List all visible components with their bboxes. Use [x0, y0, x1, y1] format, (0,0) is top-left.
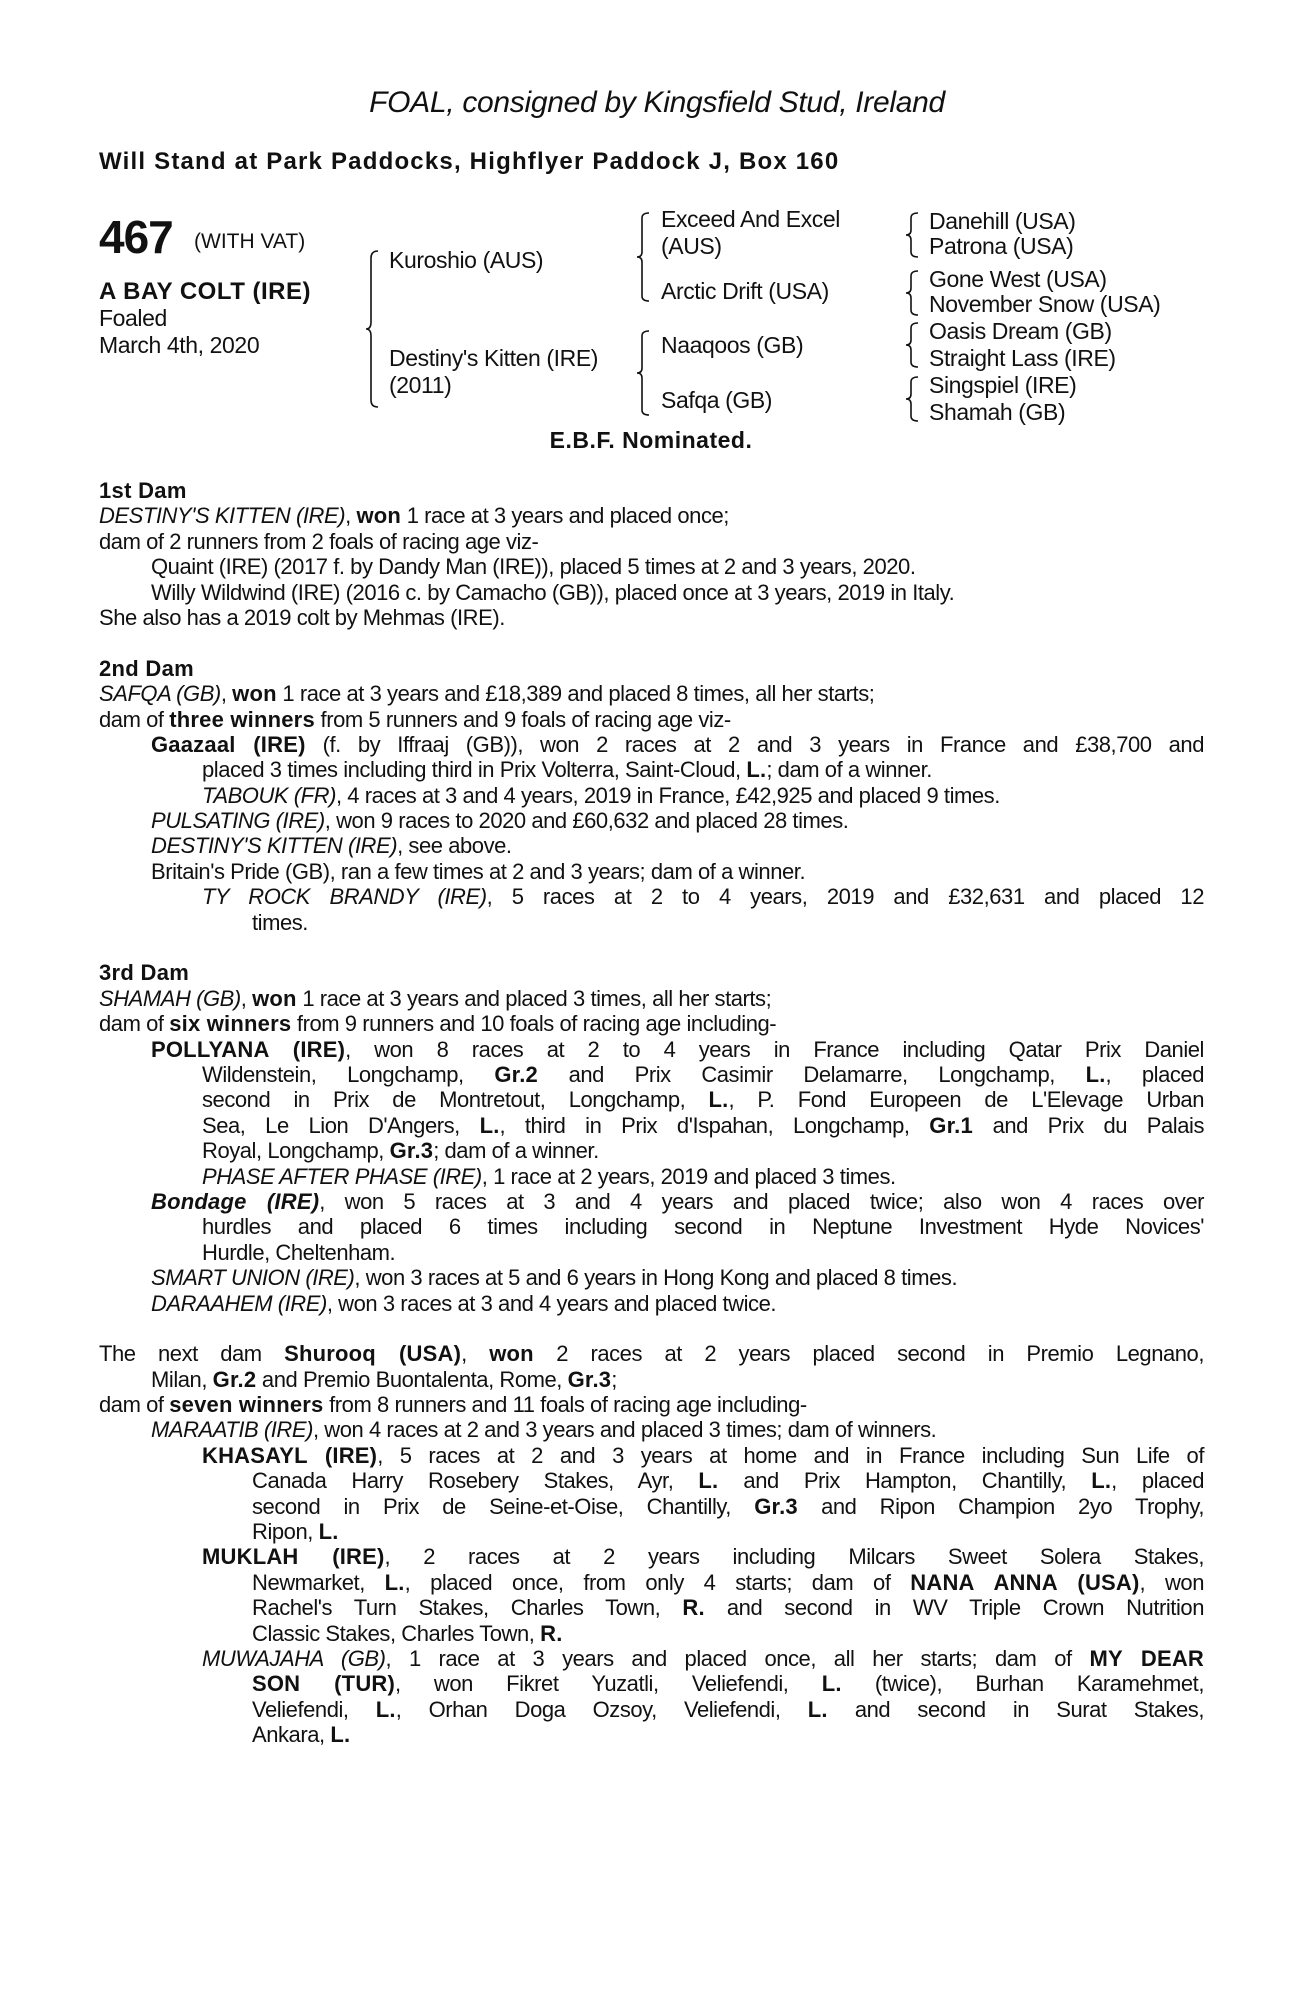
bold-text: Gr.2 — [494, 1061, 538, 1087]
record-text: Newmarket, — [252, 1569, 385, 1595]
record-line — [99, 1113, 1204, 1138]
record-text: , won 8 races at 2 to 4 years in France including Qatar Prix Daniel — [345, 1036, 1204, 1062]
record-text: dam of — [99, 1011, 170, 1037]
record-text: hurdles and placed 6 times including second in Neptune Investment Hyde Novices' — [202, 1214, 1204, 1240]
record-text: , 1 race at 2 years, 2019 and placed 3 times. — [481, 1163, 896, 1189]
record-line — [99, 1671, 1204, 1696]
horse-name: SAFQA (GB) — [99, 681, 221, 707]
lot-description: A BAY COLT (IRE) — [99, 278, 312, 305]
pedigree-sire-dam: Arctic Drift (USA) — [661, 278, 829, 304]
horse-name: DESTINY'S KITTEN (IRE) — [151, 833, 398, 859]
bold-text: Gr.3 — [754, 1493, 798, 1519]
record-text: Rachel's Turn Stakes, Charles Town, — [252, 1595, 683, 1621]
pedigree-brace-sire — [637, 212, 651, 302]
record-text: second in Prix de Seine-et-Oise, Chantilly, — [252, 1493, 755, 1519]
record-line — [99, 1570, 1204, 1595]
record-text: 2 races at 2 years placed second in Premio Legnano, — [533, 1341, 1204, 1367]
bold-text: MY DEAR — [1089, 1645, 1205, 1671]
record-text: , — [240, 985, 253, 1011]
stabling-location: Will Stand at Park Paddocks, Highflyer Paddock J, Box 160 — [99, 148, 840, 175]
pedigree-dam-dam: Safqa (GB) — [661, 387, 773, 413]
pedigree-brace-sd — [906, 270, 920, 316]
record-text: Classic Stakes, Charles Town, — [252, 1620, 541, 1646]
bold-text: Shurooq (USA) — [284, 1341, 462, 1367]
bold-text: L. — [708, 1087, 729, 1113]
record-line — [99, 1037, 1204, 1062]
bold-text: Gaazaal (IRE) — [151, 731, 306, 757]
record-line — [99, 1011, 1204, 1036]
record-text: , P. Fond Europeen de L'Elevage Urban — [728, 1087, 1204, 1113]
record-line — [99, 884, 1204, 909]
record-line — [99, 478, 1204, 503]
horse-name: PULSATING (IRE) — [151, 808, 325, 834]
record-text: , 1 race at 3 years and placed once, all her starts; dam of — [385, 1645, 1090, 1671]
record-text: and second in Surat Stakes, — [827, 1696, 1204, 1722]
pedigree-dsd: Straight Lass (IRE) — [929, 345, 1116, 371]
record-text: , won 9 races to 2020 and £60,632 and placed 28 times. — [324, 808, 849, 834]
bold-text: L. — [698, 1468, 719, 1494]
bold-text: won — [356, 503, 402, 529]
bold-text: L. — [384, 1569, 405, 1595]
pedigree-brace-dd — [906, 376, 920, 422]
blank-line — [99, 935, 1204, 960]
blank-line — [99, 1316, 1204, 1341]
record-text: Veliefendi, — [252, 1696, 376, 1722]
record-text: Canada Harry Rosebery Stakes, Ayr, — [252, 1468, 699, 1494]
record-text: , 5 races at 2 and 3 years at home and in France including Sun Life of — [377, 1442, 1204, 1468]
horse-name: MUWAJAHA (GB) — [202, 1645, 386, 1671]
pedigree-dds: Singspiel (IRE) — [929, 372, 1077, 398]
section-heading: 2nd Dam — [99, 655, 195, 681]
section-heading: 3rd Dam — [99, 960, 190, 986]
record-text: , won — [1139, 1569, 1204, 1595]
record-text: Milan, — [151, 1366, 213, 1392]
record-line — [99, 1468, 1204, 1493]
record-line — [99, 1621, 1204, 1646]
record-line — [99, 1367, 1204, 1392]
pedigree-sire-sire-country: (AUS) — [661, 233, 722, 259]
pedigree-dam-year: (2011) — [389, 372, 452, 398]
record-text: , won 3 races at 5 and 6 years in Hong Kong and placed 8 times. — [354, 1265, 958, 1291]
record-line — [99, 1417, 1204, 1442]
record-line — [99, 1697, 1204, 1722]
record-text: and Prix Casimir Delamarre, Longchamp, — [537, 1061, 1086, 1087]
record-text: ; — [611, 1366, 617, 1392]
horse-name: DARAAHEM (IRE) — [151, 1290, 327, 1316]
record-line — [99, 1494, 1204, 1519]
bold-text: won — [252, 985, 297, 1011]
record-text: The next dam — [99, 1341, 285, 1367]
pedigree-sss: Danehill (USA) — [929, 208, 1076, 234]
record-text: , placed — [1105, 1061, 1204, 1087]
record-text: 1 race at 3 years and £18,389 and placed 8 times, all her starts; — [276, 681, 875, 707]
bold-text: L. — [746, 757, 767, 783]
record-text: 1 race at 3 years and placed once; — [401, 503, 729, 529]
record-text: from 8 runners and 11 foals of racing age including- — [323, 1392, 807, 1418]
record-text: and Prix Hampton, Chantilly, — [718, 1468, 1092, 1494]
pedigree-brace-ss — [906, 212, 920, 258]
bold-text: KHASAYL (IRE) — [202, 1442, 378, 1468]
bold-text: won — [489, 1341, 534, 1367]
record-text: from 5 runners and 9 foals of racing age viz- — [314, 706, 731, 732]
record-text: and Premio Buontalenta, Rome, — [256, 1366, 568, 1392]
record-line — [99, 554, 1204, 579]
record-line — [99, 808, 1204, 833]
horse-name: PHASE AFTER PHASE (IRE) — [202, 1163, 482, 1189]
record-text: , placed once, from only 4 starts; dam of — [404, 1569, 911, 1595]
pedigree-sire: Kuroshio (AUS) — [389, 247, 544, 273]
produce-record — [99, 478, 1204, 1748]
record-line — [99, 833, 1204, 858]
record-line — [99, 1087, 1204, 1112]
pedigree-ssd: Patrona (USA) — [929, 233, 1074, 259]
horse-name: MARAATIB (IRE) — [151, 1417, 313, 1443]
section-heading: 1st Dam — [99, 478, 187, 503]
lot-number: 467 — [99, 211, 173, 263]
record-line — [99, 1291, 1204, 1316]
pedigree-ddd: Shamah (GB) — [929, 399, 1066, 425]
record-line — [99, 681, 1204, 706]
bold-text: seven winners — [169, 1392, 324, 1418]
record-line — [99, 529, 1204, 554]
record-line — [99, 1443, 1204, 1468]
record-line — [99, 1722, 1204, 1747]
horse-name: SMART UNION (IRE) — [151, 1265, 355, 1291]
bold-text: three winners — [169, 706, 315, 732]
record-line — [99, 1646, 1204, 1671]
record-text: , Orhan Doga Ozsoy, Veliefendi, — [395, 1696, 808, 1722]
record-line — [99, 1189, 1204, 1214]
record-text: dam of — [99, 706, 170, 732]
record-line — [99, 1544, 1204, 1569]
catalogue-title: FOAL, consigned by Kingsfield Stud, Ireland — [369, 86, 945, 119]
pedigree-sire-sire: Exceed And Excel — [661, 206, 840, 232]
pedigree-brace-main — [366, 250, 380, 408]
bold-text: won — [232, 681, 277, 707]
record-text: ; dam of a winner. — [766, 757, 932, 783]
record-text: Wildenstein, Longchamp, — [202, 1061, 495, 1087]
bold-text: Gr.2 — [212, 1366, 257, 1392]
bold-text: Gr.1 — [929, 1112, 973, 1138]
bold-text: L. — [479, 1112, 500, 1138]
bold-text: Gr.3 — [389, 1138, 434, 1164]
record-text: Ripon, — [252, 1519, 319, 1545]
record-line — [99, 656, 1204, 681]
record-line — [99, 1265, 1204, 1290]
bold-text: L. — [375, 1696, 396, 1722]
bold-text: L. — [330, 1722, 351, 1748]
pedigree-sds: Gone West (USA) — [929, 266, 1107, 292]
record-text: dam of — [99, 1392, 170, 1418]
record-text: dam of 2 runners from 2 foals of racing age viz- — [99, 528, 539, 554]
record-line — [99, 1341, 1204, 1366]
record-text: , won Fikret Yuzatli, Veliefendi, — [395, 1671, 822, 1697]
record-line — [99, 503, 1204, 528]
record-text: Quaint (IRE) (2017 f. by Dandy Man (IRE)), placed 5 times at 2 and 3 years, 2020. — [151, 554, 916, 580]
bold-text: R. — [540, 1620, 563, 1646]
record-text: Royal, Longchamp, — [202, 1138, 390, 1164]
foaled-label: Foaled — [99, 305, 167, 331]
bold-text: L. — [807, 1696, 828, 1722]
record-text: Hurdle, Cheltenham. — [202, 1239, 396, 1265]
pedigree-dam: Destiny's Kitten (IRE) — [389, 345, 599, 371]
record-line — [99, 1138, 1204, 1163]
record-text: , see above. — [397, 833, 512, 859]
record-text: , placed — [1111, 1468, 1204, 1494]
record-text: She also has a 2019 colt by Mehmas (IRE). — [99, 604, 505, 630]
record-line — [99, 707, 1204, 732]
bold-text: POLLYANA (IRE) — [151, 1036, 346, 1062]
pedigree-dam-sire: Naaqoos (GB) — [661, 332, 804, 358]
record-line — [99, 580, 1204, 605]
ebf-nominated: E.B.F. Nominated. — [549, 427, 753, 453]
record-text: , won 3 races at 3 and 4 years and placed twice. — [326, 1290, 777, 1316]
record-text: 1 race at 3 years and placed 3 times, all her starts; — [296, 985, 772, 1011]
record-line — [99, 605, 1204, 630]
record-line — [99, 1595, 1204, 1620]
bold-text: L. — [1091, 1468, 1112, 1494]
record-line — [99, 986, 1204, 1011]
pedigree-brace-ds — [906, 322, 920, 368]
record-line — [99, 1392, 1204, 1417]
bold-text: six winners — [169, 1011, 292, 1037]
bold-text: SON (TUR) — [252, 1671, 396, 1697]
record-text: Sea, Le Lion D'Angers, — [202, 1112, 480, 1138]
bold-text: L. — [318, 1519, 339, 1545]
record-text: Britain's Pride (GB), ran a few times at 2 and 3 years; dam of a winner. — [151, 858, 806, 884]
record-line — [99, 1164, 1204, 1189]
record-text: , — [461, 1341, 490, 1367]
horse-name: TY ROCK BRANDY (IRE) — [202, 884, 487, 910]
record-text: , — [220, 681, 233, 707]
pedigree-brace-dam — [637, 330, 651, 416]
record-text: (twice), Burhan Karamehmet, — [841, 1671, 1205, 1697]
record-line — [99, 859, 1204, 884]
record-text: , won 4 races at 2 and 3 years and placed 3 times; dam of winners. — [312, 1417, 937, 1443]
record-text: (f. by Iffraaj (GB)), won 2 races at 2 and 3 years in France and £38,700 and — [305, 731, 1204, 757]
horse-name: TABOUK (FR) — [202, 782, 336, 808]
record-text: times. — [252, 909, 308, 935]
horse-name-bold: Bondage (IRE) — [151, 1188, 320, 1214]
record-text: , won 5 races at 3 and 4 years and placed twice; also won 4 races over — [319, 1188, 1204, 1214]
bold-text: L. — [1085, 1061, 1106, 1087]
record-line — [99, 732, 1204, 757]
record-line — [99, 1214, 1204, 1239]
record-line — [99, 1062, 1204, 1087]
record-line — [99, 1519, 1204, 1544]
bold-text: NANA ANNA (USA) — [910, 1569, 1140, 1595]
pedigree-sdd: November Snow (USA) — [929, 291, 1161, 317]
record-line — [99, 910, 1204, 935]
bold-text: R. — [682, 1595, 705, 1621]
vat-note: (WITH VAT) — [194, 230, 306, 253]
record-text: , 5 races at 2 to 4 years, 2019 and £32,631 and placed 12 — [486, 884, 1204, 910]
bold-text: Gr.3 — [567, 1366, 612, 1392]
record-text: , 4 races at 3 and 4 years, 2019 in France, £42,925 and placed 9 times. — [335, 782, 1000, 808]
record-text: , 2 races at 2 years including Milcars Sweet Solera Stakes, — [384, 1544, 1204, 1570]
record-text: and Ripon Champion 2yo Trophy, — [797, 1493, 1204, 1519]
bold-text: L. — [821, 1671, 842, 1697]
bold-text: MUKLAH (IRE) — [202, 1544, 385, 1570]
record-text: ; dam of a winner. — [433, 1138, 599, 1164]
horse-name: DESTINY'S KITTEN (IRE) — [99, 503, 346, 529]
record-text: Ankara, — [252, 1722, 331, 1748]
record-text: placed 3 times including third in Prix Volterra, Saint-Cloud, — [202, 757, 747, 783]
record-line — [99, 960, 1204, 985]
record-line — [99, 1240, 1204, 1265]
blank-line — [99, 630, 1204, 655]
record-text: and Prix du Palais — [972, 1112, 1205, 1138]
record-text: second in Prix de Montretout, Longchamp, — [202, 1087, 709, 1113]
foaled-date: March 4th, 2020 — [99, 332, 260, 358]
record-text: , — [345, 503, 357, 529]
record-text: and second in WV Triple Crown Nutrition — [704, 1595, 1204, 1621]
record-line — [99, 757, 1204, 782]
record-text: from 9 runners and 10 foals of racing age including- — [291, 1011, 777, 1037]
record-text: , third in Prix d'Ispahan, Longchamp, — [499, 1112, 930, 1138]
record-line — [99, 783, 1204, 808]
horse-name: SHAMAH (GB) — [99, 985, 241, 1011]
pedigree-dss: Oasis Dream (GB) — [929, 318, 1112, 344]
record-text: Willy Wildwind (IRE) (2016 c. by Camacho (GB)), placed once at 3 years, 2019 in Italy. — [151, 579, 955, 605]
